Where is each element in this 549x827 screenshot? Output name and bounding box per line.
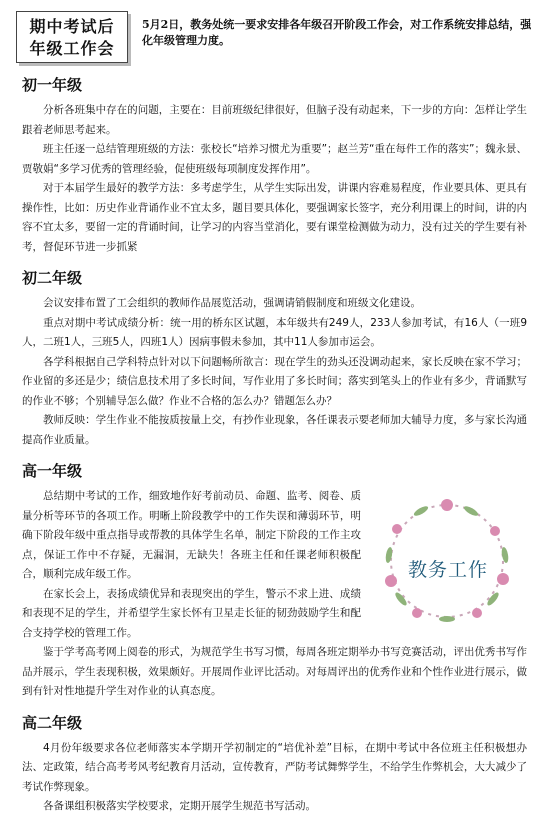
paragraph: 总结期中考试的工作，细致地作好考前动员、命题、监考、阅卷、质量分析等环节的各项工作。明晰上阶段教学中的工作失误和薄弱环节，明确下阶段年级中重点指导或帮教的具体学生名单，制定下阶段的工作主攻点，保证工作中不存疑，无漏洞，无缺失！各班主任和任课老师积极配合，顺利完成年级工作。	[22, 490, 361, 580]
paragraph: 对于本届学生最好的教学方法：多考虑学生，从学生实际出发，讲课内容难易程度，作业要具体、更具有操作性，比如：历史作业背诵作业不宜太多，题目要具体化，要强调家长签字，充分利用课上的时间，讲的内容不宜太多，要留一定的背诵时间，让学习的内容当堂消化，要有课堂检测做为动力，没有过关的学生要有补考，督促环节进一步抓紧	[22, 182, 527, 253]
paragraph: 会议安排布置了工会组织的教师作品展览活动，强调请销假制度和班级文化建设。	[43, 297, 421, 309]
section-grade7	[22, 74, 527, 257]
title-line-2: 年级工作会	[29, 39, 115, 58]
section-grade8	[22, 267, 527, 450]
paragraph: 重点对期中考试成绩分析：统一用的桥东区试题，本年级共有249人，233人参加考试，有16人（一班9人，二班1人，三班5人，四班1人）因病事假未参加，其中11人参加市运会。	[22, 316, 527, 348]
badge-text: 教务工作	[407, 559, 488, 581]
paragraph: 在家长会上，表扬成绩优异和表现突出的学生，警示不求上进、成绩和表现不足的学生，并希望学生家长怀有卫星走长征的韧劲鼓励学生和配合支持学校的管理工作。	[22, 587, 361, 639]
paragraph: 班主任逐一总结管理班级的方法：张校长“培养习惯尤为重要”；赵兰芳“重在每件工作的落实”；魏永景、贾敬娟“多学习优秀的管理经验，促使班级每项制度发挥作用”。	[22, 143, 527, 175]
section-grade10	[22, 460, 527, 702]
section-heading: 高一年级	[22, 462, 83, 480]
paragraph: 各学科根据自己学科特点针对以下问题畅所欲言：现在学生的劲头还没调动起来，家长反映在家不学习；作业留的多还是少；绩信息技术用了多长时间，写作业用了多长时间；落实到笔头上的作业有多少，背诵默写的作业不够；个别辅导怎么做？作业不合格的怎么办？错题怎么办？	[22, 355, 527, 407]
paragraph: 鉴于学考高考网上阅卷的形式，为规范学生书写习惯，每周各班定期举办书写竞赛活动，评出优秀书写作品并展示，学生表现积极，效果颇好。开展周作业评比活动。对每周评出的优秀作业和个性作业进行展示，做到有针对性地提升学生对作业的认真态度。	[22, 646, 527, 697]
paragraph: 分析各班集中存在的问题，主要在：目前班级纪律很好，但脑子没有动起来，下一步的方向：怎样让学生跟着老师思考起来。	[22, 104, 527, 136]
section-heading: 初二年级	[22, 269, 83, 287]
section-grade11	[22, 712, 527, 817]
section-heading: 高二年级	[22, 713, 83, 732]
title-line-1: 期中考试后	[29, 17, 115, 36]
section-heading: 初一年级	[22, 76, 83, 94]
paragraph: 4月份年级要求各位老师落实本学期开学初制定的“培优补差”目标，在期中考试中各位班主任积极想办法、定政策，结合高考考风考纪教育月活动，宣传教育，严防考试舞弊学生，不给学生作弊机会，大大减少了考试作弊现象。	[22, 741, 527, 793]
decoration-badge	[367, 489, 527, 639]
intro-text: 5月2日，教务处统一要求安排各年级召开阶段工作会，对工作系统安排总结，强化年级管理力度。	[142, 18, 532, 47]
paragraph: 教师反映：学生作业不能按质按量上交，有抄作业现象，各任课表示要老师加大辅导力度，多与家长沟通提高作业质量。	[22, 414, 527, 446]
title-box	[16, 11, 128, 63]
paragraph: 各备课组积极落实学校要求，定期开展学生规范书写活动。	[43, 800, 316, 812]
content	[22, 74, 527, 827]
